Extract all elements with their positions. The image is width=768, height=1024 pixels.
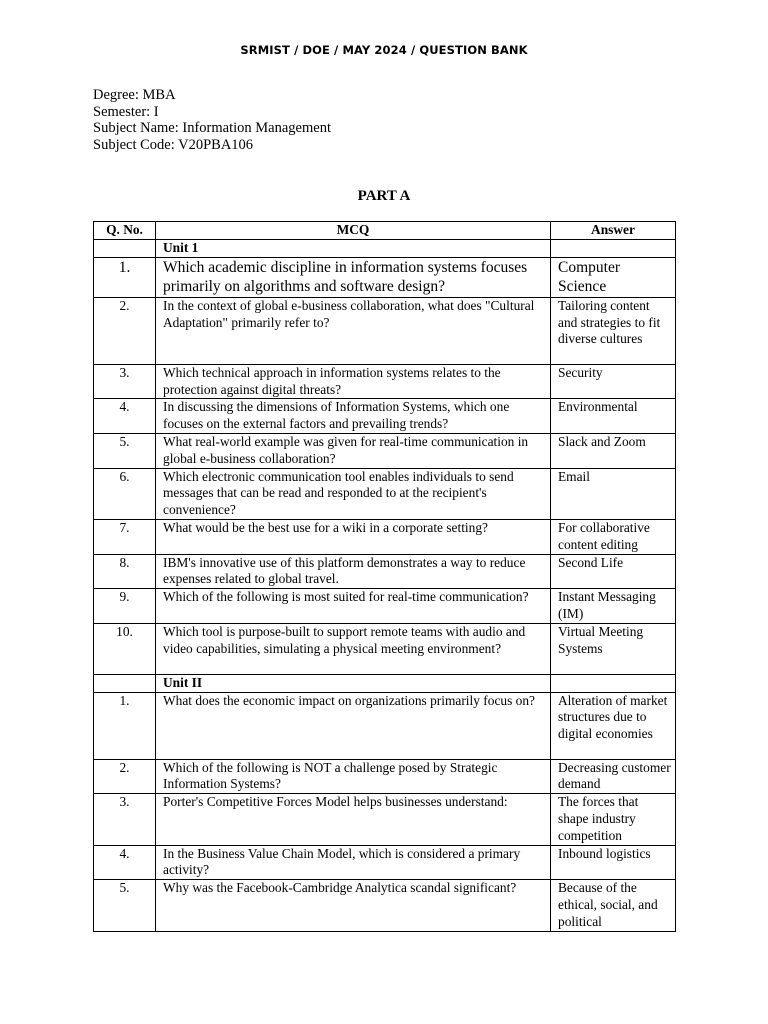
question-number: 8.	[94, 554, 156, 589]
question-number: 5.	[94, 433, 156, 468]
question-number: 9.	[94, 589, 156, 624]
question-text: In discussing the dimensions of Information Systems, which one focuses on the external factors and prevailing trends?	[156, 399, 551, 434]
table-row	[94, 554, 676, 589]
part-title: PART A	[357, 188, 411, 204]
answer-text: Email	[551, 468, 676, 519]
table-row	[94, 297, 676, 364]
answer-text: Instant Messaging (IM)	[551, 589, 676, 624]
subject-code-line: Subject Code: V20PBA106	[93, 137, 254, 154]
table-row	[94, 845, 676, 880]
question-text: Which academic discipline in information systems focuses primarily on algorithms and software design?	[156, 257, 551, 297]
table-header-row	[94, 222, 676, 240]
question-number: 4.	[94, 399, 156, 434]
question-number: 10.	[94, 623, 156, 674]
table-row	[94, 623, 676, 674]
question-number: 7.	[94, 519, 156, 554]
subject-name-line: Subject Name: Information Management	[93, 120, 331, 137]
answer-text: Computer Science	[551, 257, 676, 297]
unit-label: Unit 1	[156, 240, 551, 258]
course-info	[93, 87, 331, 154]
table-row	[94, 589, 676, 624]
question-number: 1.	[94, 692, 156, 759]
table-row	[94, 880, 676, 931]
answer-text: Inbound logistics	[551, 845, 676, 880]
unit-heading-row	[94, 240, 676, 258]
question-text: In the context of global e-business collaboration, what does "Cultural Adaptation" primarily refer to?	[156, 297, 551, 364]
answer-text: Virtual Meeting Systems	[551, 623, 676, 674]
question-table	[93, 221, 676, 932]
answer-text: Environmental	[551, 399, 676, 434]
question-number: 3.	[94, 794, 156, 845]
question-number: 4.	[94, 845, 156, 880]
semester-line: Semester: I	[93, 103, 159, 120]
answer-text: Decreasing customer demand	[551, 759, 676, 794]
question-text: Why was the Facebook-Cambridge Analytica scandal significant?	[156, 880, 551, 931]
question-text: Which technical approach in information systems relates to the protection against digital threats?	[156, 364, 551, 399]
column-header-mcq: MCQ	[156, 222, 551, 240]
question-number: 2.	[94, 759, 156, 794]
table-row	[94, 519, 676, 554]
answer-text: Because of the ethical, social, and political	[551, 880, 676, 931]
question-text: Which electronic communication tool enables individuals to send messages that can be read and responded to at the recipient's convenience?	[156, 468, 551, 519]
table-row	[94, 257, 676, 297]
answer-text: Security	[551, 364, 676, 399]
answer-text: For collaborative content editing	[551, 519, 676, 554]
question-text: What real-world example was given for real-time communication in global e-business collaboration?	[156, 433, 551, 468]
question-text: IBM's innovative use of this platform demonstrates a way to reduce expenses related to global travel.	[156, 554, 551, 589]
answer-text: Second Life	[551, 554, 676, 589]
question-text: In the Business Value Chain Model, which is considered a primary activity?	[156, 845, 551, 880]
table-row	[94, 433, 676, 468]
answer-text: The forces that shape industry competition	[551, 794, 676, 845]
table-row	[94, 468, 676, 519]
answer-text: Alteration of market structures due to digital economies	[551, 692, 676, 759]
question-number: 6.	[94, 468, 156, 519]
degree-line: Degree: MBA	[93, 87, 176, 103]
question-text: Which tool is purpose-built to support remote teams with audio and video capabilities, simulating a physical meeting environment?	[156, 623, 551, 674]
table-row	[94, 794, 676, 845]
answer-text: Slack and Zoom	[551, 433, 676, 468]
table-row	[94, 399, 676, 434]
table-row	[94, 759, 676, 794]
column-header-qno: Q. No.	[94, 222, 156, 240]
question-number: 5.	[94, 880, 156, 931]
column-header-answer: Answer	[551, 222, 676, 240]
unit-heading-row	[94, 674, 676, 692]
question-text: Which of the following is most suited for real-time communication?	[156, 589, 551, 624]
answer-text: Tailoring content and strategies to fit diverse cultures	[551, 297, 676, 364]
question-text: Which of the following is NOT a challenge posed by Strategic Information Systems?	[156, 759, 551, 794]
table-row	[94, 692, 676, 759]
question-text: What would be the best use for a wiki in a corporate setting?	[156, 519, 551, 554]
question-number: 2.	[94, 297, 156, 364]
unit-label: Unit II	[156, 674, 551, 692]
table-row	[94, 364, 676, 399]
question-number: 1.	[94, 257, 156, 297]
question-text: What does the economic impact on organizations primarily focus on?	[156, 692, 551, 759]
question-number: 3.	[94, 364, 156, 399]
question-text: Porter's Competitive Forces Model helps businesses understand:	[156, 794, 551, 845]
document-header: SRMIST / DOE / MAY 2024 / QUESTION BANK	[240, 43, 528, 57]
